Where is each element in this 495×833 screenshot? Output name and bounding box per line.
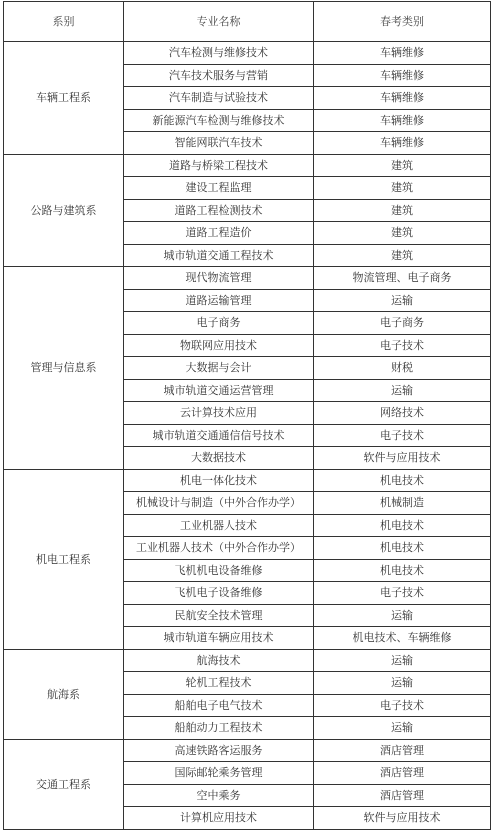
header-department: 系别	[4, 2, 124, 42]
table-row	[4, 267, 491, 290]
major-cell: 汽车技术服务与营销	[124, 64, 314, 87]
exam-category-cell: 建筑	[314, 154, 491, 177]
department-cell: 交通工程系	[4, 739, 124, 829]
exam-category-cell: 建筑	[314, 199, 491, 222]
header-major: 专业名称	[124, 2, 314, 42]
department-cell: 公路与建筑系	[4, 154, 124, 267]
exam-category-cell: 机电技术	[314, 537, 491, 560]
major-cell: 高速铁路客运服务	[124, 739, 314, 762]
exam-category-cell: 软件与应用技术	[314, 447, 491, 470]
header-row	[4, 2, 491, 42]
major-cell: 飞机机电设备维修	[124, 559, 314, 582]
major-cell: 国际邮轮乘务管理	[124, 762, 314, 785]
table-row	[4, 649, 491, 672]
exam-category-cell: 电子技术	[314, 694, 491, 717]
major-cell: 大数据技术	[124, 447, 314, 470]
department-cell: 航海系	[4, 649, 124, 739]
exam-category-cell: 车辆维修	[314, 64, 491, 87]
major-cell: 船舶电子电气技术	[124, 694, 314, 717]
major-cell: 机械设计与制造（中外合作办学）	[124, 492, 314, 515]
major-cell: 飞机电子设备维修	[124, 582, 314, 605]
exam-category-cell: 机电技术	[314, 469, 491, 492]
exam-category-cell: 机电技术、车辆维修	[314, 627, 491, 650]
major-cell: 道路运输管理	[124, 289, 314, 312]
exam-category-cell: 酒店管理	[314, 739, 491, 762]
exam-category-cell: 软件与应用技术	[314, 807, 491, 830]
major-cell: 工业机器人技术（中外合作办学）	[124, 537, 314, 560]
major-cell: 物联网应用技术	[124, 334, 314, 357]
exam-category-cell: 财税	[314, 357, 491, 380]
department-cell: 管理与信息系	[4, 267, 124, 470]
major-cell: 轮机工程技术	[124, 672, 314, 695]
major-cell: 机电一体化技术	[124, 469, 314, 492]
major-cell: 计算机应用技术	[124, 807, 314, 830]
exam-category-cell: 电子技术	[314, 582, 491, 605]
department-cell: 机电工程系	[4, 469, 124, 649]
major-cell: 工业机器人技术	[124, 514, 314, 537]
exam-category-cell: 建筑	[314, 244, 491, 267]
major-cell: 电子商务	[124, 312, 314, 335]
major-cell: 道路工程检测技术	[124, 199, 314, 222]
exam-category-cell: 酒店管理	[314, 762, 491, 785]
exam-category-cell: 车辆维修	[314, 87, 491, 110]
exam-category-cell: 机电技术	[314, 559, 491, 582]
major-cell: 汽车检测与维修技术	[124, 42, 314, 65]
exam-category-cell: 运输	[314, 649, 491, 672]
major-cell: 城市轨道车辆应用技术	[124, 627, 314, 650]
exam-category-cell: 车辆维修	[314, 132, 491, 155]
exam-category-cell: 物流管理、电子商务	[314, 267, 491, 290]
exam-category-cell: 运输	[314, 717, 491, 740]
major-cell: 航海技术	[124, 649, 314, 672]
exam-category-cell: 车辆维修	[314, 109, 491, 132]
major-cell: 新能源汽车检测与维修技术	[124, 109, 314, 132]
major-cell: 民航安全技术管理	[124, 604, 314, 627]
major-cell: 云计算技术应用	[124, 402, 314, 425]
table-row	[4, 469, 491, 492]
exam-category-cell: 建筑	[314, 177, 491, 200]
exam-category-cell: 运输	[314, 379, 491, 402]
major-cell: 空中乘务	[124, 784, 314, 807]
major-cell: 城市轨道交通通信信号技术	[124, 424, 314, 447]
exam-category-cell: 机械制造	[314, 492, 491, 515]
exam-category-cell: 酒店管理	[314, 784, 491, 807]
table-body	[4, 42, 491, 830]
majors-table	[3, 1, 491, 830]
exam-category-cell: 运输	[314, 672, 491, 695]
header-exam-category: 春考类别	[314, 2, 491, 42]
exam-category-cell: 电子商务	[314, 312, 491, 335]
department-cell: 车辆工程系	[4, 42, 124, 155]
major-cell: 城市轨道交通工程技术	[124, 244, 314, 267]
major-cell: 建设工程监理	[124, 177, 314, 200]
major-cell: 现代物流管理	[124, 267, 314, 290]
major-cell: 大数据与会计	[124, 357, 314, 380]
table-row	[4, 154, 491, 177]
major-cell: 智能网联汽车技术	[124, 132, 314, 155]
major-cell: 城市轨道交通运营管理	[124, 379, 314, 402]
exam-category-cell: 电子技术	[314, 334, 491, 357]
exam-category-cell: 车辆维修	[314, 42, 491, 65]
exam-category-cell: 运输	[314, 604, 491, 627]
major-cell: 道路与桥梁工程技术	[124, 154, 314, 177]
table-row	[4, 42, 491, 65]
exam-category-cell: 机电技术	[314, 514, 491, 537]
exam-category-cell: 网络技术	[314, 402, 491, 425]
major-cell: 船舶动力工程技术	[124, 717, 314, 740]
major-cell: 汽车制造与试验技术	[124, 87, 314, 110]
exam-category-cell: 电子技术	[314, 424, 491, 447]
major-cell: 道路工程造价	[124, 222, 314, 245]
exam-category-cell: 运输	[314, 289, 491, 312]
table-row	[4, 739, 491, 762]
exam-category-cell: 建筑	[314, 222, 491, 245]
